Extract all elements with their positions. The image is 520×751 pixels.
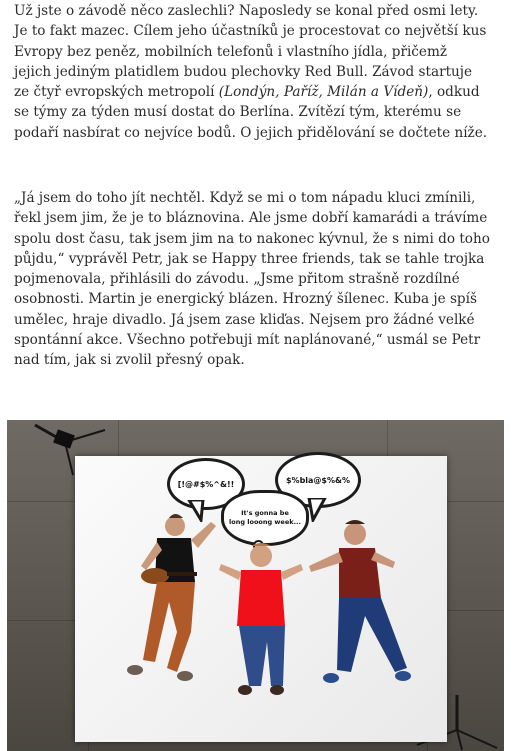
person-right-figure (303, 516, 443, 706)
text-line: jejich jediným platidlem budou plechovky Red Bull. Závod startuje (14, 63, 473, 80)
text-line: osobnosti. Martin je energický blázen. Hrozný šílenec. Kuba je spíš (14, 291, 477, 308)
text-line: nad tím, jak si zvolil přesný opak. (14, 352, 245, 369)
bubble-text: $%bla@$%&% (285, 475, 351, 485)
bubble-text: It's gonna be (241, 509, 289, 517)
text-line: Už jste o závodě něco zaslechli? Naposledy se konal před osmi lety. (14, 3, 479, 19)
bubble-text: long looong week... (229, 518, 301, 526)
text-run: , odkud (428, 84, 480, 101)
cities-italic: (Londýn, Paříž, Milán a Vídeň) (218, 84, 429, 101)
text-run: ze čtyř evropských metropolí (14, 84, 219, 101)
team-photo (7, 420, 504, 751)
text-line: pojmenovala, přihlásili do závodu. „Jsme přitom strašně rozdílné (14, 271, 460, 288)
text-line: spontánní akce. Všechno potřebuji mít naplánované,“ usmál se Petr (14, 332, 481, 349)
bubble-text: [!@#$%^&!! (177, 479, 235, 489)
text-line: řekl jsem jim, že je to bláznovina. Ale jsme dobří kamarádi a trávíme (14, 210, 488, 227)
text-line: půjdu,“ vyprávěl Petr, jak se Happy three friends, tak se tahle trojka (14, 250, 485, 267)
text-line: Evropy bez peněz, mobilních telefonů i vlastního jídla, přičemž (14, 43, 447, 60)
text-line: spolu dost času, tak jsem jim na to nakonec kývnul, že s nimi do toho (14, 230, 490, 247)
text-line: Je to fakt mazec. Cílem jeho účastníků je procestovat co největší kus (14, 23, 487, 40)
text-line: „Já jsem do toho jít nechtěl. Když se mi o tom nápadu kluci zmínili, (14, 190, 476, 206)
quote-paragraph (14, 188, 514, 371)
person-middle-figure (211, 538, 311, 698)
text-line (14, 82, 514, 102)
person-left-figure (113, 506, 223, 696)
text-line: se týmy za týden musí dostat do Berlína. Zvítězí tým, kterému se (14, 104, 462, 121)
intro-paragraph (14, 1, 514, 143)
text-line: umělec, hraje divadlo. Já jsem zase kliďas. Nejsem pro žádné velké (14, 311, 475, 328)
text-line: podaří nasbírat co nejvíce bodů. O jejich přidělování se dočtete níže. (14, 124, 488, 141)
